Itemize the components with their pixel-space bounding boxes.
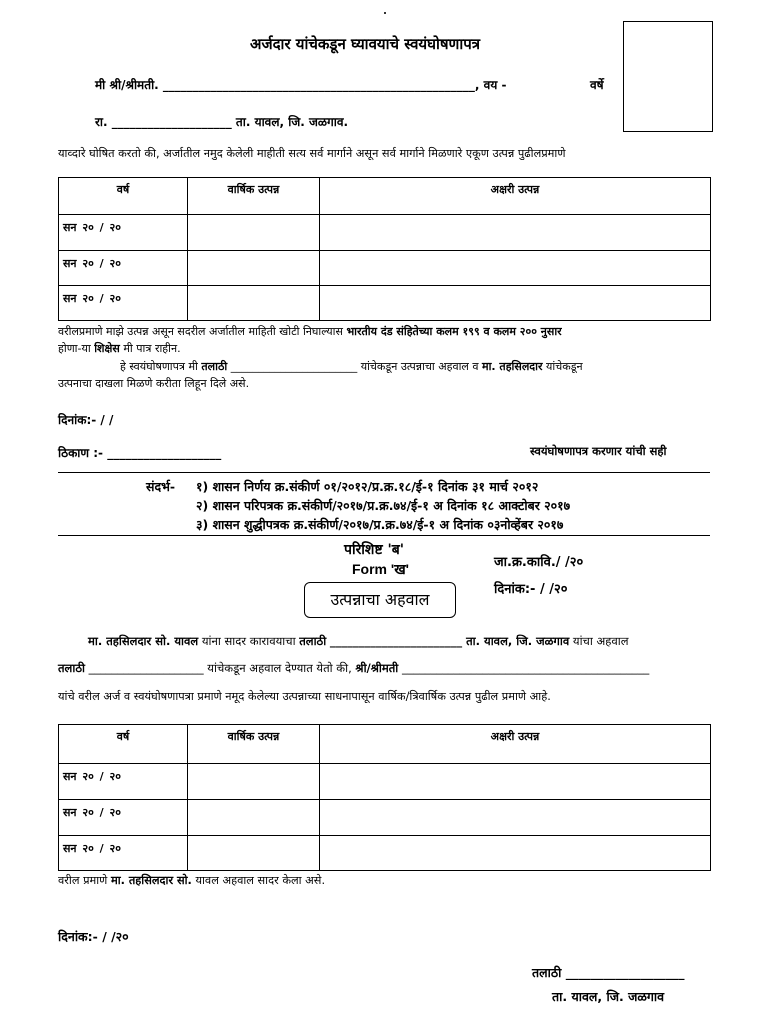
- report-date: दिनांक:- / /२०: [58, 929, 129, 944]
- year-cell: सन २० / २०: [59, 286, 188, 321]
- annual-income-cell[interactable]: [188, 251, 320, 286]
- report-statement: यांचे वरील अर्ज व स्वयंघोषणापत्रा प्रमाणे नमूद केलेल्या उत्पन्नाच्या साधनापासून वार्षिक/त्रिवार्षिक उत्पन्न पुढील प्रमाणे आहे.: [58, 690, 551, 703]
- talathi-office-place: ता. यावल, जि. जळगाव: [552, 989, 665, 1004]
- report-income-table: [58, 724, 711, 871]
- table-row: [59, 215, 711, 251]
- divider: [58, 535, 710, 536]
- income-in-words-cell[interactable]: [320, 800, 711, 836]
- report-closing: वरील प्रमाणे मा. तहसिलदार सो. यावल अहवाल सादर केला असे.: [58, 874, 326, 887]
- form-label: Form 'ख': [352, 561, 409, 577]
- talathi-line: तलाठी ____________________ यांचेकडून अहवाल देण्यात येतो की, श्री/श्रीमती ___________________________________________: [58, 661, 650, 675]
- penalty-line-1: वरीलप्रमाणे माझे उत्पन्न असून सदरील अर्जातील माहिती खोटी निघाल्यास भारतीय दंड संहितेच्या कलम १९९ व कलम २०० नुसार: [58, 325, 562, 338]
- name-line: मी श्री/श्रीमती. ____________________________________________________, वय -: [95, 78, 507, 92]
- address-line: रा. ____________________ ता. यावल, जि. जळगाव.: [95, 115, 349, 129]
- reference-item: २) शासन परिपत्रक क्र.संकीर्ण/२०१७/प्र.क्र.७४/ई-१ अ दिनांक १८ आक्टोबर २०१७: [196, 498, 571, 513]
- annual-income-cell[interactable]: [188, 836, 320, 871]
- col-header-annual-income: वार्षिक उत्पन्न: [188, 725, 320, 764]
- col-header-income-in-words: अक्षरी उत्पन्न: [320, 178, 711, 215]
- annual-income-cell[interactable]: [188, 215, 320, 251]
- affidavit-title: अर्जदार यांचेकडून घ्यावयाचे स्वयंघोषणापत्र: [250, 35, 481, 53]
- col-header-year: वर्ष: [59, 725, 188, 764]
- penalty-line-2: होणा-या शिक्षेस मी पात्र राहीन.: [58, 342, 181, 355]
- reference-item: १) शासन निर्णय क्र.संकीर्ण ०१/२०१२/प्र.क्र.१८/ई-१ दिनांक ३१ मार्च २०१२: [196, 479, 539, 494]
- report-title: उत्पन्नाचा अहवाल: [330, 590, 430, 609]
- report-title-box: [304, 582, 456, 618]
- annual-income-cell[interactable]: [188, 286, 320, 321]
- affidavit-income-table: [58, 177, 711, 321]
- report-ref-date: दिनांक:- / /२०: [494, 582, 568, 597]
- year-cell: सन २० / २०: [59, 836, 188, 871]
- annual-income-cell[interactable]: [188, 764, 320, 800]
- year-cell: सन २० / २०: [59, 251, 188, 286]
- col-header-annual-income: वार्षिक उत्पन्न: [188, 178, 320, 215]
- references-label: संदर्भ-: [146, 479, 176, 494]
- income-in-words-cell[interactable]: [320, 251, 711, 286]
- divider: [58, 472, 710, 473]
- age-unit: वर्षे: [590, 78, 604, 92]
- col-header-income-in-words: अक्षरी उत्पन्न: [320, 725, 711, 764]
- submit-line-1: हे स्वयंघोषणापत्र मी तलाठी _______________________ यांचेकडून उत्पन्नाचा अहवाल व मा. तहसिलदार यांचेकडून: [120, 360, 583, 373]
- table-row: [59, 251, 711, 286]
- declaration-text: याव्दारे घोषित करतो की, अर्जातील नमुद केलेली माहीती सत्य सर्व मार्गाने असून सर्व मार्गाने मिळणारे एकूण उत्पन्न पुढीलप्रमाणे: [58, 147, 566, 160]
- appendix-label: परिशिष्ट 'ब': [344, 542, 405, 558]
- table-row: [59, 286, 711, 321]
- income-in-words-cell[interactable]: [320, 836, 711, 871]
- place-field: ठिकाण :- ___________________: [58, 446, 222, 460]
- talathi-signature-line: तलाठी ___________________: [532, 965, 685, 980]
- income-in-words-cell[interactable]: [320, 764, 711, 800]
- income-in-words-cell[interactable]: [320, 286, 711, 321]
- year-cell: सन २० / २०: [59, 764, 188, 800]
- income-in-words-cell[interactable]: [320, 215, 711, 251]
- reference-number: जा.क्र.कावि./ /२०: [494, 555, 584, 570]
- report-address-line: मा. तहसिलदार सो. यावल यांना सादर कारावयाचा तलाठी _______________________ ता. यावल, जि. जळगाव यांचा अहवाल: [88, 634, 629, 648]
- submit-line-2: उत्पनाचा दाखला मिळणे करीता लिहून दिले असे.: [58, 377, 250, 390]
- table-row: [59, 764, 711, 800]
- reference-item: ३) शासन शुद्धीपत्रक क्र.संकीर्ण/२०१७/प्र.क्र.७४/ई-१ अ दिनांक ०३नोव्हेंबर २०१७: [196, 517, 564, 532]
- year-cell: सन २० / २०: [59, 800, 188, 836]
- affidavit-date: दिनांक:- / /: [58, 413, 114, 427]
- col-header-year: वर्ष: [59, 178, 188, 215]
- annual-income-cell[interactable]: [188, 800, 320, 836]
- photo-box: [623, 21, 713, 132]
- year-cell: सन २० / २०: [59, 215, 188, 251]
- stray-mark: [384, 12, 386, 14]
- table-row: [59, 800, 711, 836]
- applicant-signature-label: स्वयंघोषणापत्र करणार यांची सही: [530, 444, 667, 458]
- table-row: [59, 836, 711, 871]
